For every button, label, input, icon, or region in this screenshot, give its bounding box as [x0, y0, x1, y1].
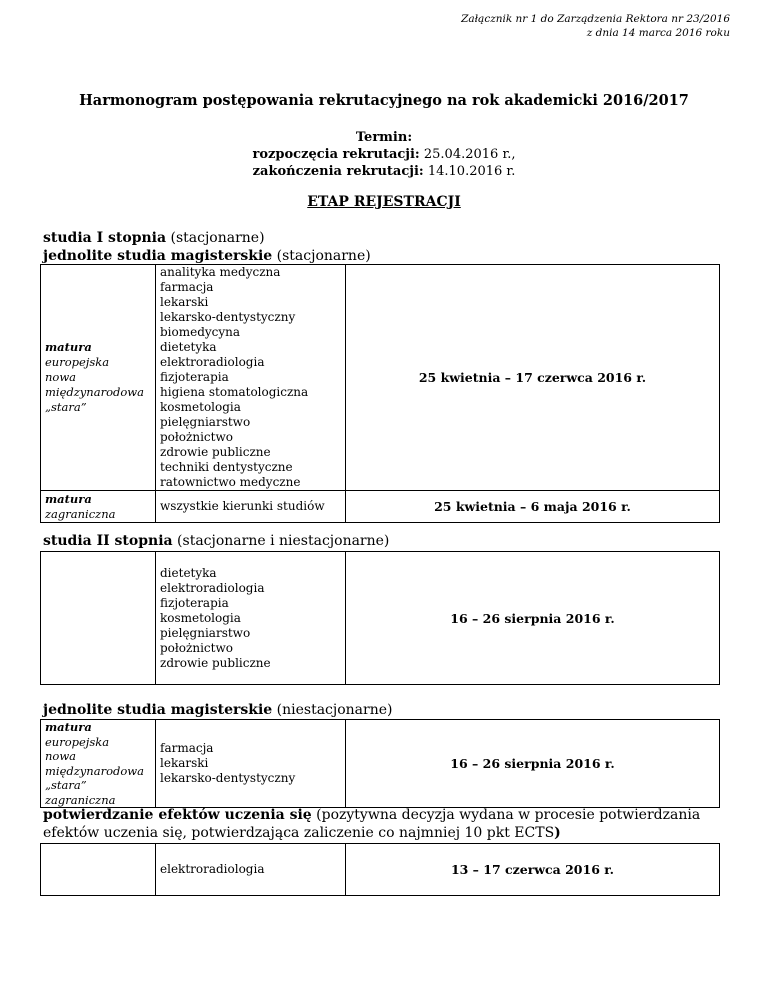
programs-cell	[156, 720, 346, 808]
section1-line2-rest: (stacjonarne)	[272, 248, 371, 264]
date-cell: 16 – 26 sierpnia 2016 r.	[346, 552, 720, 685]
program-item: dietetyka	[160, 340, 217, 354]
matura-line: „stara”	[45, 778, 87, 792]
termin-start-value: 25.04.2016 r.,	[423, 147, 516, 162]
program-item: kosmetologia	[160, 400, 241, 414]
program-item: lekarski	[160, 756, 209, 770]
section4-rest1: (pozytywna decyzja wydana w procesie potwierdzania	[311, 807, 701, 823]
section3-bold: jednolite studia magisterskie	[43, 702, 273, 718]
section2-rest: (stacjonarne i niestacjonarne)	[172, 533, 390, 549]
table-row	[41, 552, 720, 685]
section4-heading	[43, 806, 733, 842]
matura-title: matura	[45, 491, 92, 506]
program-item: pielęgniarstwo	[160, 415, 251, 429]
program-item: położnictwo	[160, 430, 233, 444]
termin-start-label: rozpoczęcia rekrutacji:	[252, 147, 420, 162]
section2-table	[40, 551, 720, 685]
section4-bold: potwierdzanie efektów uczenia się	[43, 807, 312, 823]
matura-cell	[41, 720, 156, 808]
program-item: zdrowie publiczne	[160, 445, 271, 459]
matura-title: matura	[45, 720, 92, 734]
matura-title: matura	[45, 340, 92, 354]
programs-cell	[156, 844, 346, 896]
matura-line: nowa	[45, 749, 77, 763]
program-item: ratownictwo medyczne	[160, 475, 301, 489]
program-item: elektroradiologia	[160, 862, 265, 876]
program-item: higiena stomatologiczna	[160, 385, 309, 399]
termin-label: Termin:	[355, 130, 413, 145]
section3-heading	[43, 701, 392, 719]
table-row	[41, 844, 720, 896]
section2-heading	[43, 532, 389, 550]
termin-end-label: zakończenia rekrutacji:	[252, 164, 424, 179]
table-row	[41, 491, 720, 523]
section1-line2-bold: jednolite studia magisterskie	[43, 248, 273, 264]
matura-line: zagraniczna	[45, 506, 116, 521]
section2-bold: studia II stopnia	[43, 533, 173, 549]
matura-line: międzynarodowa	[45, 763, 144, 778]
matura-line: nowa	[45, 370, 77, 384]
program-item: kosmetologia	[160, 610, 241, 625]
matura-cell	[41, 552, 156, 685]
section3-table	[40, 719, 720, 808]
program-item: elektroradiologia	[160, 580, 265, 595]
program-item: lekarsko-dentystyczny	[160, 310, 296, 324]
matura-cell	[41, 844, 156, 896]
document-title: Harmonogram postępowania rekrutacyjnego na rok akademicki 2016/2017	[79, 92, 689, 109]
date-cell: 13 – 17 czerwca 2016 r.	[346, 844, 720, 896]
section3-rest: (niestacjonarne)	[272, 702, 393, 718]
termin-block	[0, 129, 768, 180]
matura-line: europejska	[45, 355, 110, 369]
date-cell: 16 – 26 sierpnia 2016 r.	[346, 720, 720, 808]
table-row	[41, 265, 720, 491]
programs-cell	[156, 491, 346, 523]
attachment-note-line2: z dnia 14 marca 2016 roku	[586, 27, 730, 39]
program-item: położnictwo	[160, 640, 233, 655]
program-item: lekarski	[160, 295, 209, 309]
matura-line: europejska	[45, 734, 110, 749]
program-item: dietetyka	[160, 565, 217, 580]
date-cell: 25 kwietnia – 6 maja 2016 r.	[346, 491, 720, 523]
matura-cell	[41, 265, 156, 491]
program-item: fizjoterapia	[160, 595, 229, 610]
program-item: biomedycyna	[160, 325, 241, 339]
program-item: fizjoterapia	[160, 370, 229, 384]
program-item: techniki dentystyczne	[160, 460, 293, 474]
program-item: analityka medyczna	[160, 265, 281, 279]
section1-table	[40, 264, 720, 523]
attachment-note-line1: Załącznik nr 1 do Zarządzenia Rektora nr 23/2016	[461, 13, 730, 25]
matura-cell	[41, 491, 156, 523]
table-row	[41, 720, 720, 808]
date-cell: 25 kwietnia – 17 czerwca 2016 r.	[346, 265, 720, 491]
section1-heading	[43, 229, 371, 265]
program-item: wszystkie kierunki studiów	[160, 499, 325, 513]
program-item: zdrowie publiczne	[160, 655, 271, 670]
program-item: farmacja	[160, 741, 214, 755]
matura-line: międzynarodowa	[45, 385, 144, 399]
programs-cell	[156, 265, 346, 491]
etap-heading: ETAP REJESTRACJI	[307, 194, 461, 210]
program-item: elektroradiologia	[160, 355, 265, 369]
program-item: farmacja	[160, 280, 214, 294]
termin-end-value: 14.10.2016 r.	[427, 164, 516, 179]
section4-table	[40, 843, 720, 896]
section4-rest2-end: )	[554, 825, 561, 841]
programs-cell	[156, 552, 346, 685]
matura-line: „stara”	[45, 400, 87, 414]
section4-rest2: efektów uczenia się, potwierdzająca zaliczenie co najmniej 10 pkt ECTS	[43, 825, 555, 841]
program-item: pielęgniarstwo	[160, 625, 251, 640]
program-item: lekarsko-dentystyczny	[160, 771, 296, 785]
matura-line: zagraniczna	[45, 792, 116, 807]
attachment-note	[461, 12, 730, 40]
section1-line1-bold: studia I stopnia	[43, 230, 167, 246]
section1-line1-rest: (stacjonarne)	[166, 230, 265, 246]
